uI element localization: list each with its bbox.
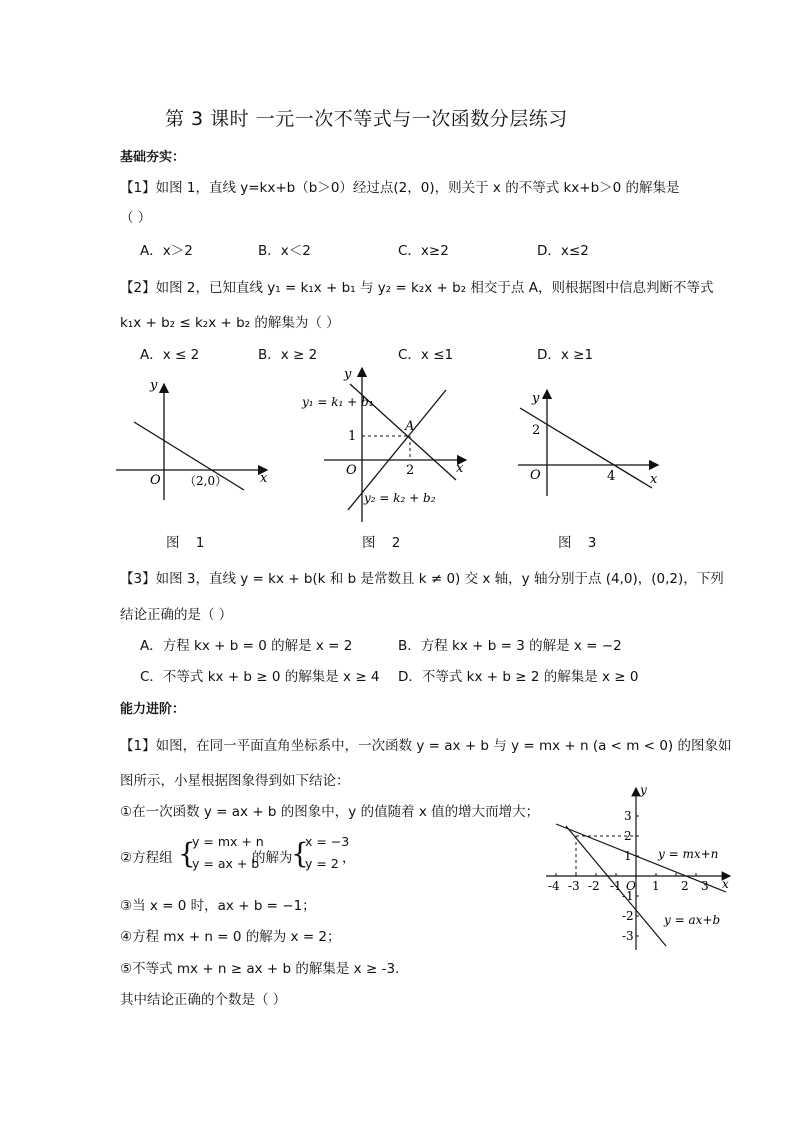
a1-c2-system-eq2: y = ax + b	[192, 856, 260, 871]
fig4-line2-label: y = ax+b	[664, 913, 721, 927]
fig4-x-tick-neg4: -4	[548, 879, 560, 893]
q2-option-c: C．x ≤1	[398, 347, 454, 363]
fig3-tick-2: 2	[532, 423, 541, 438]
q3-stem-line2: 结论正确的是（ ）	[120, 607, 233, 623]
q2-option-d: D．x ≥1	[537, 347, 594, 363]
a1-question-ask: 其中结论正确的个数是（ ）	[120, 992, 287, 1008]
a1-stem-line1: 【1】如图，在同一平面直角坐标系中，一次函数 y = ax + b 与 y = mx + n (a < m < 0) 的图象如	[120, 738, 732, 754]
a1-conclusion-2-mid: 的解为	[252, 850, 293, 866]
fig2-y-label: y	[344, 367, 352, 382]
q1-stem: 【1】如图 1，直线 y=kx+b（b＞0）经过点(2，0)，则关于 x 的不等式 kx+b＞0 的解集是	[120, 180, 680, 196]
a1-c2-system-eq1: y = mx + n	[192, 834, 264, 849]
fig3-caption: 图 3	[558, 535, 603, 551]
fig4-x-tick-neg1: -1	[610, 879, 622, 893]
fig2-tick-2: 2	[406, 463, 415, 478]
q2-option-b: B．x ≥ 2	[258, 347, 318, 363]
fig4-y-label: y	[640, 783, 647, 797]
fig4-x-tick-1: 1	[652, 879, 660, 893]
a1-conclusion-2-end: ，	[342, 850, 356, 866]
q3-option-d: D．不等式 kx + b ≥ 2 的解集是 x ≥ 0	[398, 669, 639, 685]
a1-c2-solution-x: x = −3	[305, 834, 350, 849]
fig1-y-label: y	[150, 378, 158, 393]
fig4-y-tick-3: 3	[624, 809, 632, 823]
fig3-y-label: y	[532, 391, 540, 406]
fig2-tick-1: 1	[348, 429, 357, 444]
fig1-origin-label: O	[150, 473, 161, 488]
figure-2	[296, 362, 474, 527]
q1-option-a: A．x＞2	[140, 243, 193, 259]
a1-conclusion-1: ①在一次函数 y = ax + b 的图象中，y 的值随着 x 值的增大而增大；	[120, 804, 540, 820]
q1-paren: （ ）	[120, 210, 152, 226]
a1-conclusion-5: ⑤不等式 mx + n ≥ ax + b 的解集是 x ≥ -3．	[120, 961, 409, 977]
fig4-x-tick-neg2: -2	[588, 879, 600, 893]
figure-1	[112, 372, 277, 502]
q1-option-c: C．x≥2	[398, 243, 449, 259]
fig4-origin-label: O	[626, 879, 636, 893]
a1-conclusion-2-prefix: ②方程组	[120, 850, 173, 866]
a1-conclusion-3: ③当 x = 0 时，ax + b = −1；	[120, 898, 316, 914]
q1-option-d: D．x≤2	[537, 243, 589, 259]
fig2-caption: 图 2	[362, 535, 407, 551]
fig3-origin-label: O	[530, 468, 541, 483]
q3-option-b: B．方程 kx + b = 3 的解是 x = −2	[398, 638, 622, 654]
q3-option-c: C．不等式 kx + b ≥ 0 的解集是 x ≥ 4	[140, 669, 380, 685]
fig4-line1-label: y = mx+n	[658, 847, 719, 861]
section-advanced-heading: 能力进阶：	[120, 702, 186, 717]
q2-stem-line1: 【2】如图 2，已知直线 y₁ = k₁x + b₁ 与 y₂ = k₂x + b₂ 相交于点 A，则根据图中信息判断不等式	[120, 280, 714, 296]
fig2-y2-label: y₂ = k₂ + b₂	[364, 491, 436, 505]
q3-stem-line1: 【3】如图 3，直线 y = kx + b(k 和 b 是常数且 k ≠ 0) 交 x 轴，y 轴分别于点 (4,0)，(0,2)，下列	[120, 571, 724, 587]
a1-c2-brace-right: {	[291, 837, 309, 870]
fig4-y-tick-neg2: -2	[622, 909, 634, 923]
fig1-point-label: （2,0）	[184, 474, 228, 488]
fig4-y-tick-neg1: -1	[622, 889, 634, 903]
fig4-y-tick-2: 2	[624, 829, 632, 843]
fig2-y1-label: y₁ = k₁ + b₁	[302, 395, 374, 409]
fig2-origin-label: O	[346, 463, 357, 478]
fig1-caption: 图 1	[166, 535, 211, 551]
a1-c2-solution-y: y = 2	[305, 856, 339, 871]
fig3-x-label: x	[650, 472, 658, 487]
fig3-tick-4: 4	[607, 469, 616, 484]
q3-option-a: A．方程 kx + b = 0 的解是 x = 2	[140, 638, 353, 654]
a1-stem-line2: 图所示，小星根据图象得到如下结论：	[120, 773, 350, 789]
q2-stem-line2: k₁x + b₂ ≤ k₂x + b₂ 的解集为（ ）	[120, 315, 340, 331]
q2-option-a: A．x ≤ 2	[140, 347, 200, 363]
fig4-x-label: x	[722, 877, 729, 891]
fig4-y-tick-1: 1	[624, 849, 632, 863]
page-title: 第 3 课时 一元一次不等式与一次函数分层练习	[165, 108, 568, 130]
fig4-x-tick-neg3: -3	[568, 879, 580, 893]
fig1-x-label: x	[260, 471, 268, 486]
a1-c2-brace-left: {	[178, 837, 196, 870]
fig4-x-tick-3: 3	[701, 879, 709, 893]
fig4-y-tick-neg3: -3	[622, 929, 634, 943]
section-basic-heading: 基础夯实：	[120, 150, 186, 165]
figure-4	[540, 782, 740, 954]
fig4-x-tick-2: 2	[681, 879, 689, 893]
fig2-point-a: A	[405, 419, 415, 434]
a1-conclusion-4: ④方程 mx + n = 0 的解为 x = 2；	[120, 929, 341, 945]
fig2-x-label: x	[456, 461, 464, 476]
q1-option-b: B．x＜2	[258, 243, 311, 259]
figure-3	[512, 386, 664, 504]
